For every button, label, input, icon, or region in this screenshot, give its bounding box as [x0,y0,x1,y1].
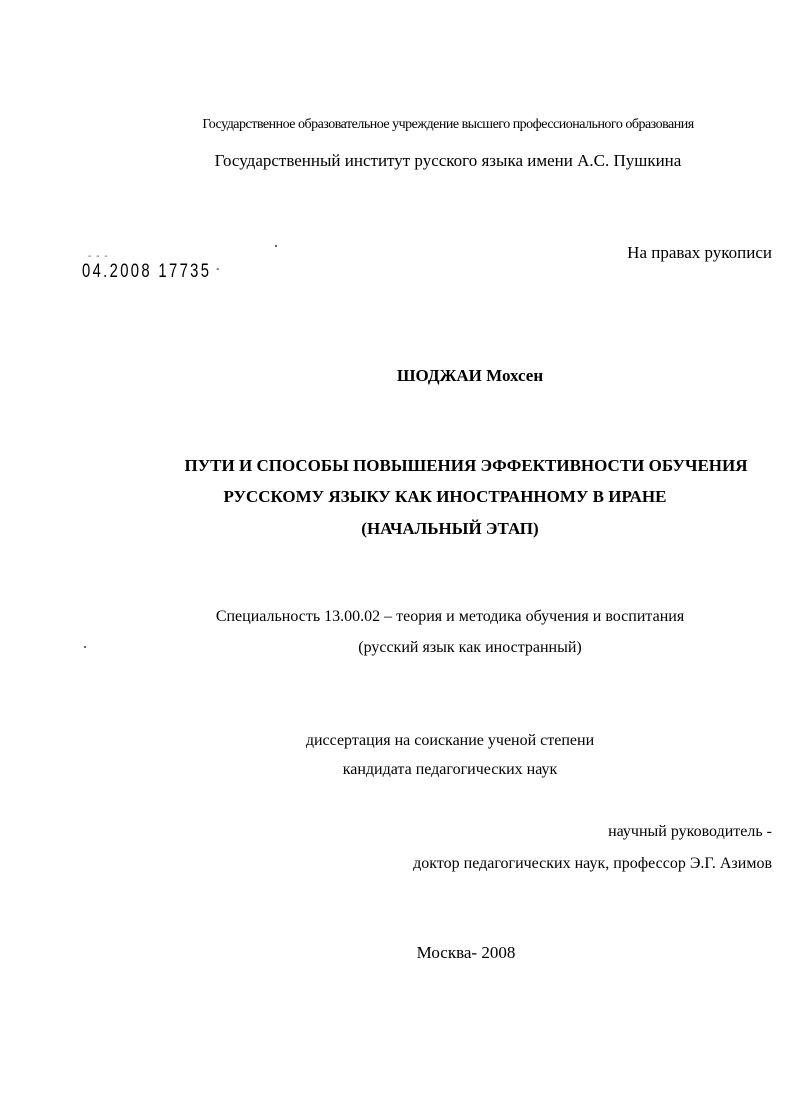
dissertation-line-2: кандидата педагогических наук [342,761,558,778]
dissertation-line-1: диссертация на соискание ученой степени [305,732,595,749]
author-name: ШОДЖАИ Мохсен [396,366,544,385]
specialty-line-1: Специальность 13.00.02 – теория и методика обучения и воспитания [215,608,685,625]
supervisor-label: научный руководитель - [608,823,772,840]
specialty-line-2: (русский язык как иностранный) [358,639,582,656]
city-year: Москва- 2008 [416,943,516,962]
scan-speck [275,245,277,247]
ministry-line: Государственное образовательное учреждение высшего профессионального образования [202,117,694,132]
scan-speck [84,646,86,648]
library-stamp-marks: - - - [88,251,109,262]
library-stamp-text: 04.2008 17735 [82,261,212,282]
dissertation-title-line-3: (НАЧАЛЬНЫЙ ЭТАП) [361,519,539,538]
institute-line: Государственный институт русского языка имени А.С. Пушкина [214,151,682,170]
dissertation-title-line-1: ПУТИ И СПОСОБЫ ПОВЫШЕНИЯ ЭФФЕКТИВНОСТИ ОБУЧЕНИЯ [184,456,748,475]
library-stamp-dash: - [211,261,222,275]
library-stamp-number [82,262,222,281]
manuscript-note: На правах рукописи [627,243,772,262]
supervisor-name: доктор педагогических наук, профессор Э.Г. Азимов [413,855,772,872]
dissertation-title-line-2: РУССКОМУ ЯЗЫКУ КАК ИНОСТРАННОМУ В ИРАНЕ [223,487,667,506]
